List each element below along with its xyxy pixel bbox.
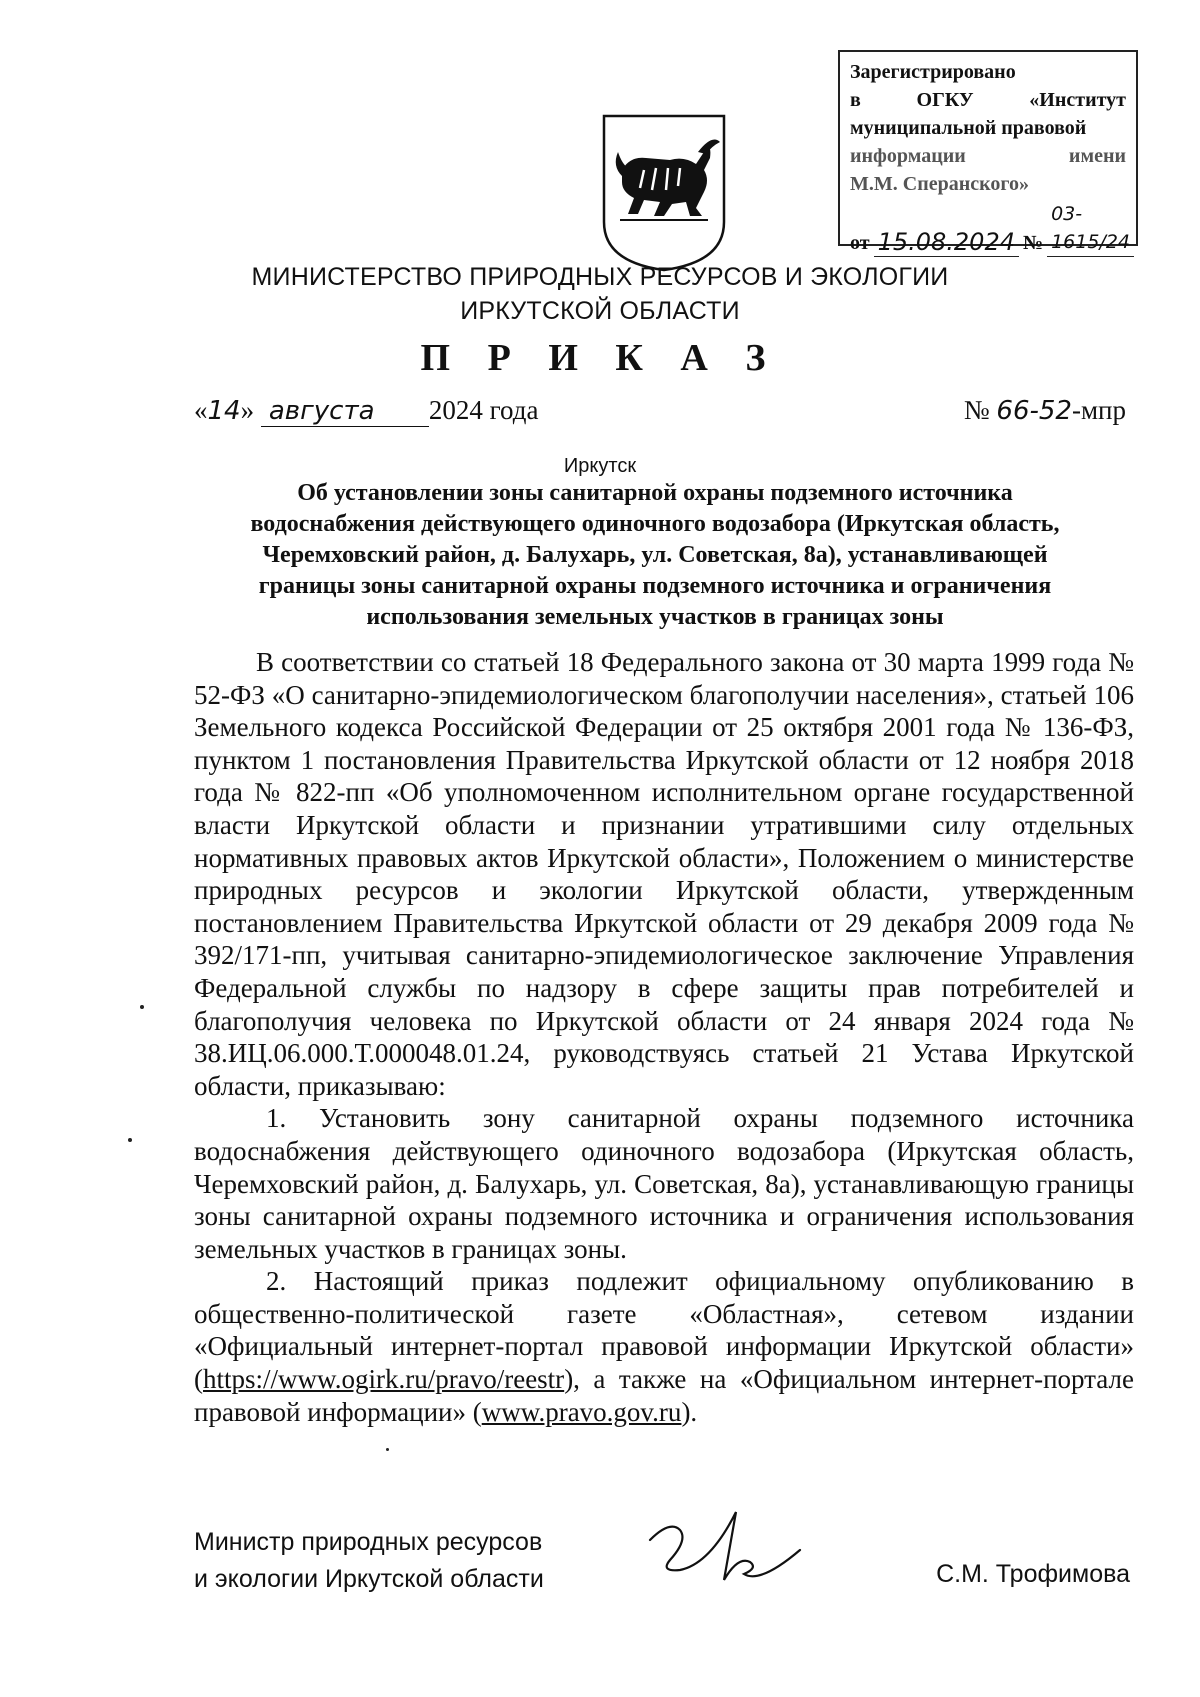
item-2-text-1: 2. Настоящий приказ подлежит официальному опубликованию в общественно-политической газете «Областная», сетевом издании «Официальный интернет-портал правовой информации Иркутской области» ( [194, 1266, 1134, 1395]
document-number [964, 395, 1126, 426]
stamp-word-ogku: ОГКУ [916, 89, 974, 111]
stamp-line-5: М.М. Сперанского» [850, 173, 1029, 195]
stamp-line-4 [850, 142, 1126, 170]
signer-position-line-2: и экологии Иркутской области [194, 1565, 544, 1593]
signer-position [194, 1524, 544, 1598]
ogirk-reestr-link[interactable]: https://www.ogirk.ru/pravo/reestr [203, 1364, 565, 1395]
scan-speck [140, 1005, 144, 1009]
number-value: 66-52 [996, 396, 1072, 426]
ministry-name [0, 260, 1200, 328]
scan-speck [128, 1138, 132, 1142]
document-body [194, 646, 1134, 1428]
date-month: августа [261, 396, 429, 427]
date-number-line [194, 395, 1126, 435]
handwritten-signature-icon [640, 1500, 810, 1610]
document-type-heading: П Р И К А З [420, 337, 780, 379]
item-2-paragraph [194, 1265, 1134, 1428]
stamp-word-imeni: имени [1068, 145, 1126, 167]
stamp-date-value: 15.08.2024 [874, 228, 1019, 257]
date-open-quote: « [194, 395, 208, 425]
scan-speck [386, 1448, 389, 1451]
stamp-word-informacii: информации [850, 145, 966, 167]
date-close-quote: » [240, 395, 255, 425]
item-2-text-2: ), а также на «Официальном интернет-портале правовой информации» ( [194, 1364, 1134, 1427]
coat-of-arms-icon [600, 112, 728, 274]
item-2-text-3: ). [681, 1396, 698, 1427]
number-prefix: № [963, 395, 990, 425]
ministry-name-line-2: ИРКУТСКОЙ ОБЛАСТИ [460, 297, 740, 325]
stamp-date-line [850, 200, 1131, 257]
stamp-date-prefix: от [850, 232, 870, 254]
stamp-word-v: в [850, 89, 861, 111]
ministry-name-line-1: МИНИСТЕРСТВО ПРИРОДНЫХ РЕСУРСОВ И ЭКОЛОГИИ [251, 263, 949, 291]
number-suffix: -мпр [1071, 395, 1126, 425]
registration-stamp [838, 50, 1138, 256]
stamp-number-value: 03-1615/24 [1047, 200, 1134, 257]
stamp-word-institut: «Институт [1029, 89, 1126, 111]
stamp-line-3: муниципальной правовой [850, 117, 1087, 139]
city-name: Иркутск [563, 455, 637, 477]
signer-position-line-1: Министр природных ресурсов [194, 1528, 543, 1556]
document-title: Об установлении зоны санитарной охраны подземного источника водоснабжения действующего одиночного водозабора (Иркутская область, Черемховский район, д. Балухарь, ул. Советская, 8а), устанавливающей границы зоны санитарной охраны подземного источника и ограничения использования земельных участков в границах зоны [250, 480, 1060, 630]
item-1-paragraph: 1. Установить зону санитарной охраны подземного источника водоснабжения действующего одиночного водозабора (Иркутская область, Черемховский район, д. Балухарь, ул. Советская, 8а), устанавливающую границы зоны санитарной охраны подземного источника и ограничения использования земельных участков в границах зоны. [194, 1103, 1134, 1264]
pravo-gov-link[interactable]: www.pravo.gov.ru [481, 1396, 682, 1427]
date-year: 2024 года [428, 395, 539, 425]
document-date [194, 395, 538, 427]
preamble-paragraph: В соответствии со статьей 18 Федерального закона от 30 марта 1999 года № 52-ФЗ «О санитарно-эпидемиологическом благополучии населения», статьей 106 Земельного кодекса Российской Федерации от 25 октября 2001 года № 136-ФЗ, пунктом 1 постановления Правительства Иркутской области от 12 ноября 2018 года № 822-пп «Об уполномоченном исполнительном органе государственной власти Иркутской области и признании утратившими силу отдельных нормативных правовых актов Иркутской области», Положением о министерстве природных ресурсов и экологии Иркутской области, утвержденным постановлением Правительства Иркутской области от 29 декабря 2009 года № 392/171-пп, учитывая санитарно-эпидемиологическое заключение Управления Федеральной службы по надзору в сфере защиты прав потребителей и благополучия человека по Иркутской области от 24 января 2024 года № 38.ИЦ.06.000.Т.000048.01.24, руководствуясь статьей 21 Устава Иркутской области, приказываю: [194, 647, 1134, 1101]
signer-name: С.М. Трофимова [936, 1560, 1130, 1588]
stamp-line-2 [850, 86, 1126, 114]
stamp-number-prefix: № [1022, 232, 1044, 254]
date-day: 14 [207, 396, 241, 426]
stamp-line-1: Зарегистрировано [850, 61, 1016, 83]
